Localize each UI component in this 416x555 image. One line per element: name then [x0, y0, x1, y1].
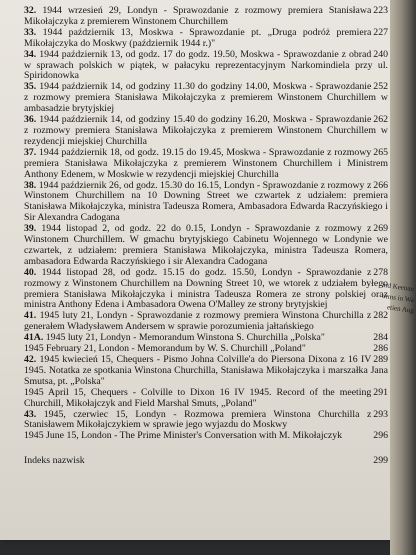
entry-number: 42.	[24, 354, 37, 365]
entry-title: 1944 październik 14, od godziny 15.40 do godziny 16.20, Moskwa - Sprawozdanie z rozmowy premiera Stanisława Mikołajczyka z premierem Winstonem Churchillem w rezydencji miejskiej Churchilla	[24, 114, 388, 147]
entry-title: 1944 wrzesień 29, Londyn - Sprawozdanie z rozmowy premiera Stanisława Mikołajczyka z premierem Winstonem Churchillem	[24, 5, 372, 27]
entry-page-number: 223	[373, 5, 388, 16]
entry-title: 1944 październik 18, od godz. 19.15 do 19.45, Moskwa - Sprawozdanie z rozmowy premiera Stanisława Mikołajczyka z premierem Winstonem Churchillem i Ministrem Anthony Edenem, w Moskwie w rezydencji miejskiej Churchilla	[24, 146, 388, 180]
entry-page-number: 227	[373, 26, 388, 38]
entry-title: 1945 February 21, London - Memorandum by W. S. Churchill „Poland"	[24, 343, 306, 355]
entry-number: 39.	[24, 223, 37, 235]
entry-title: 1944 listopad 2, od godz. 22 do 0.15, Londyn - Sprawozdanie z rozmowy z Winstonem Churchillem. W gmachu brytyjskiego Cabinetu Wojennego w Londynie we czwartek, z udziałem: premiera Stanisława Mikołajczyka, ministra Tadeusza Romera, ambasadora Edwarda Raczyńskiego i sir Alexandra Cadogana	[24, 223, 388, 267]
entry-title: 1944 październik 13, Moskwa - Sprawozdanie pt. „Druga podróż premiera Mikołajczyka do Moskwy (październik 1944 r.)"	[24, 26, 372, 49]
entry-page-number: 266	[373, 179, 388, 191]
toc-entry	[24, 311, 388, 333]
entry-page-number: 262	[373, 114, 388, 126]
entry-title: 1944 październik 26, od godz. 15.30 do 16.15, Londyn - Sprawozdanie z rozmowy z Winstonem Churchillem na 10 Downing Street we czwartek z udziałem: premiera Stanisława Mikołajczyka, ministra Tadeusza Romera, Ambasadora Edwarda Raczyńskiego i Sir Alexandra Cadogana	[24, 179, 388, 224]
entry-title: 1945 June 15, London - The Prime Minister's Conversation with M. Mikołajczyk	[24, 430, 343, 442]
entry-number: 33.	[24, 26, 37, 38]
toc-entry	[24, 6, 388, 28]
entry-page-number: 291	[373, 386, 388, 398]
toc-entry	[24, 28, 388, 50]
entry-page-number: 282	[373, 310, 388, 322]
entry-number: 37.	[24, 146, 37, 158]
entry-title: 1944 październik 13, od godz. 17 do godz. 19.50, Moskwa - Sprawozdanie z obrad w sprawach polskich w piątek, w pałacyku reprezentacyjnym Narkomindiela przy ul. Spiridonowka	[24, 48, 388, 82]
toc-entry	[24, 148, 388, 181]
edge-fragment: orms in Wa	[381, 291, 415, 305]
entry-title: 1944 listopad 28, od godz. 15.15 do godz. 15.50, Londyn - Sprawozdanie z rozmowy z Winstonem Churchillem na Downing Street 10, we wtorek z udziałem byłego premiera Stanisława Mikołajczyka i ministra Tadeusza Romera ze strony polskiej oraz ministra Anthony Edena i Ambasadora Owena O'Malley ze strony brytyjskiej	[24, 266, 388, 311]
toc-entry	[24, 268, 388, 312]
edge-fragment: ind Keenan	[381, 280, 415, 294]
entry-title: 1945 luty 21, Londyn - Sprawozdanie z rozmowy premiera Winstona Churchilla z generałem Władysławem Andersem w sprawie porozumienia jałtańskiego	[24, 310, 372, 333]
entry-number: 41.	[24, 310, 37, 322]
entry-number: 41A.	[24, 332, 44, 344]
entry-title: 1945, czerwiec 15, Londyn - Rozmowa premiera Winstona Churchilla z Stanisławem Mikołajczykiem w sprawie jego wyjazdu do Moskwy	[24, 408, 372, 431]
next-page-edge	[381, 0, 416, 555]
entry-title: 1944 październik 14, od godziny 11.30 do godziny 14.00, Moskwa - Sprawozdanie z rozmowy premiera Stanisława Mikołajczyka z premierem Winstonem Churchillem w ambasadzie brytyjskiej	[24, 81, 388, 115]
entry-page-number: 293	[373, 408, 388, 420]
toc-entry	[24, 115, 388, 148]
toc-entry	[24, 431, 388, 442]
toc-entry	[24, 388, 388, 410]
index-label: Indeks nazwisk	[24, 455, 85, 467]
index-page-number: 299	[373, 455, 388, 467]
entry-page-number: 289	[373, 354, 388, 365]
entry-number: 43.	[24, 408, 37, 420]
entry-title: 1945 luty 21, Londyn - Memorandum Winstona S. Churchilla „Polska"	[45, 332, 325, 344]
entry-number: 36.	[24, 114, 37, 126]
entry-page-number: 265	[373, 146, 388, 158]
entry-number: 34.	[24, 48, 37, 60]
entry-number: 32.	[24, 5, 37, 16]
entry-title: 1945 April 15, Chequers - Colville to Dixon 16 IV 1945. Record of the meeting Churchill, Mikołajczyk and Field Marshal Smuts, „Poland"	[24, 386, 372, 409]
entry-page-number: 240	[373, 48, 388, 60]
entry-number: 35.	[24, 81, 37, 93]
entry-number: 38.	[24, 179, 37, 191]
toc-entry	[24, 82, 388, 115]
entry-page-number: 284	[373, 332, 388, 344]
edge-fragment: etien Aug	[386, 303, 415, 315]
entry-page-number: 278	[373, 266, 388, 278]
toc-entry	[24, 224, 388, 268]
index-entry	[24, 456, 388, 467]
toc-entry	[24, 50, 388, 83]
entry-title: 1945 kwiecień 15, Chequers - Pismo Johna Colville'a do Piersona Dixona z 16 IV 1945. Notatka ze spotkania Winstona Churchilla, Stanisława Mikołajczyka i marszałka Jana Smutsa, pt. „Polska"	[24, 354, 388, 387]
table-of-contents	[24, 6, 388, 467]
toc-entry	[24, 181, 388, 225]
toc-entry	[24, 355, 388, 388]
entry-page-number: 252	[373, 81, 388, 93]
toc-entry	[24, 410, 388, 432]
entry-number: 40.	[24, 266, 37, 278]
entry-page-number: 296	[373, 430, 388, 442]
entry-page-number: 286	[373, 343, 388, 355]
entry-page-number: 269	[373, 223, 388, 235]
